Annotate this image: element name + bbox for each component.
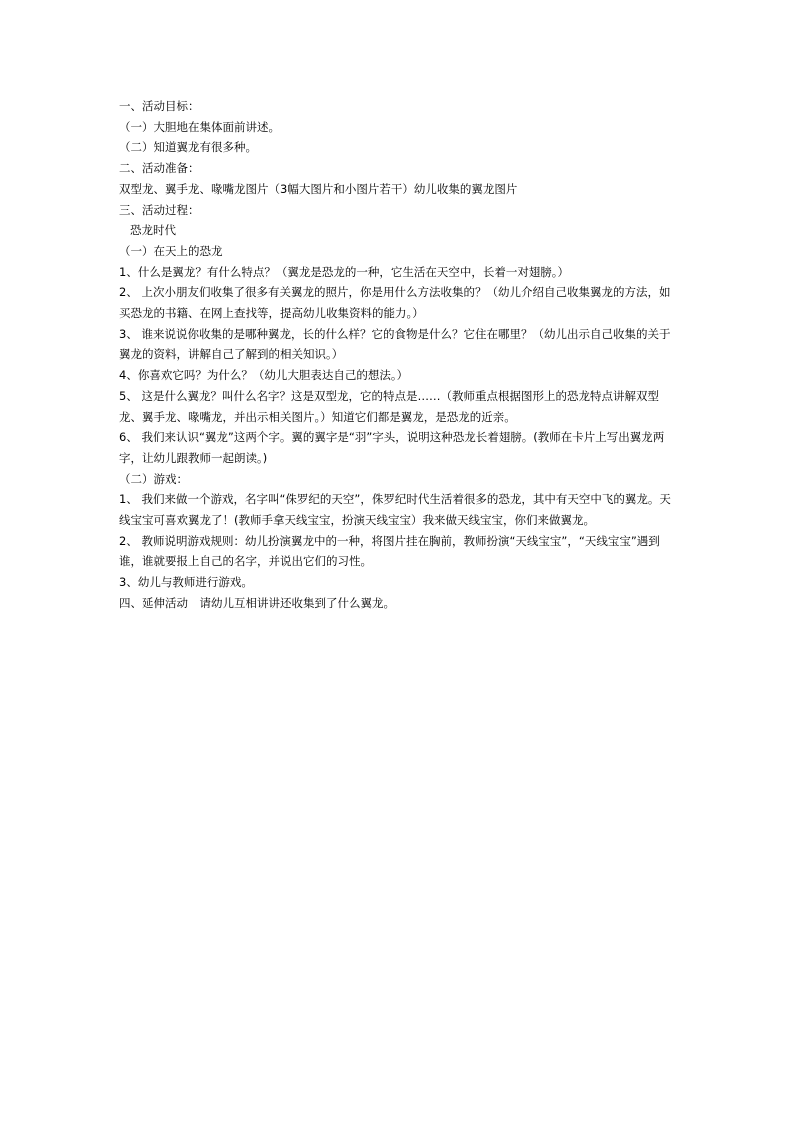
process-step-5: 5、 这是什么翼龙？叫什么名字？这是双型龙，它的特点是……（教师重点根据图形上的恐龙特点讲解双型龙、翼手龙、喙嘴龙，并出示相关图片。）知道它们都是翼龙，是恐龙的近亲。 bbox=[119, 388, 659, 424]
section-heading-extension: 四、延伸活动 请幼儿互相讲讲还收集到了什么翼龙。 bbox=[119, 595, 395, 610]
subsection-heading-sky-dinosaurs: （一）在天上的恐龙 bbox=[119, 243, 223, 258]
section-heading-preparation: 二、活动准备： bbox=[119, 161, 200, 176]
game-step-2: 2、 教师说明游戏规则：幼儿扮演翼龙中的一种，将图片挂在胸前，教师扮演“天线宝宝”，“天线宝宝”遇到谁，谁就要报上自己的名字，并说出它们的习性。 bbox=[119, 533, 660, 569]
subtitle-dinosaur-era: 恐龙时代 bbox=[130, 223, 176, 238]
game-step-3: 3、幼儿与教师进行游戏。 bbox=[119, 575, 253, 590]
process-step-6: 6、 我们来认识“翼龙”这两个字。翼的翼字是“羽”字头，说明这种恐龙长着翅膀。(教师在卡片上写出翼龙两字，让幼儿跟教师一起朗读。) bbox=[119, 430, 665, 465]
section-heading-objectives: 一、活动目标： bbox=[119, 99, 200, 113]
process-step-4: 4、你喜欢它吗？为什么？（幼儿大胆表达自己的想法。） bbox=[119, 368, 409, 383]
section-heading-process: 三、活动过程： bbox=[119, 202, 200, 217]
subsection-heading-game: （二）游戏： bbox=[119, 471, 188, 486]
process-step-2: 2、 上次小朋友们收集了很多有关翼龙的照片，你是用什么方法收集的？（幼儿介绍自己收集翼龙的方法，如买恐龙的书籍、在网上查找等，提高幼儿收集资料的能力。） bbox=[119, 285, 671, 321]
game-step-1: 1、 我们来做一个游戏，名字叫“侏罗纪的天空”，侏罗纪时代生活着很多的恐龙，其中有天空中飞的翼龙。天线宝宝可喜欢翼龙了！(教师手拿天线宝宝，扮演天线宝宝）我来做天线宝宝，你们来做翼龙。 bbox=[119, 492, 671, 528]
objective-item-2: （二）知道翼龙有很多种。 bbox=[119, 140, 257, 155]
preparation-text: 双型龙、翼手龙、喙嘴龙图片（3幅大图片和小图片若干）幼儿收集的翼龙图片 bbox=[119, 181, 518, 196]
process-step-3: 3、 谁来说说你收集的是哪种翼龙，长的什么样？它的食物是什么？它住在哪里？（幼儿出示自己收集的关于翼龙的资料，讲解自己了解到的相关知识。） bbox=[119, 326, 671, 362]
process-step-1: 1、什么是翼龙？有什么特点？（翼龙是恐龙的一种，它生活在天空中，长着一对翅膀。） bbox=[119, 264, 570, 279]
document-body bbox=[119, 96, 679, 614]
objective-item-1: （一）大胆地在集体面前讲述。 bbox=[119, 119, 280, 134]
